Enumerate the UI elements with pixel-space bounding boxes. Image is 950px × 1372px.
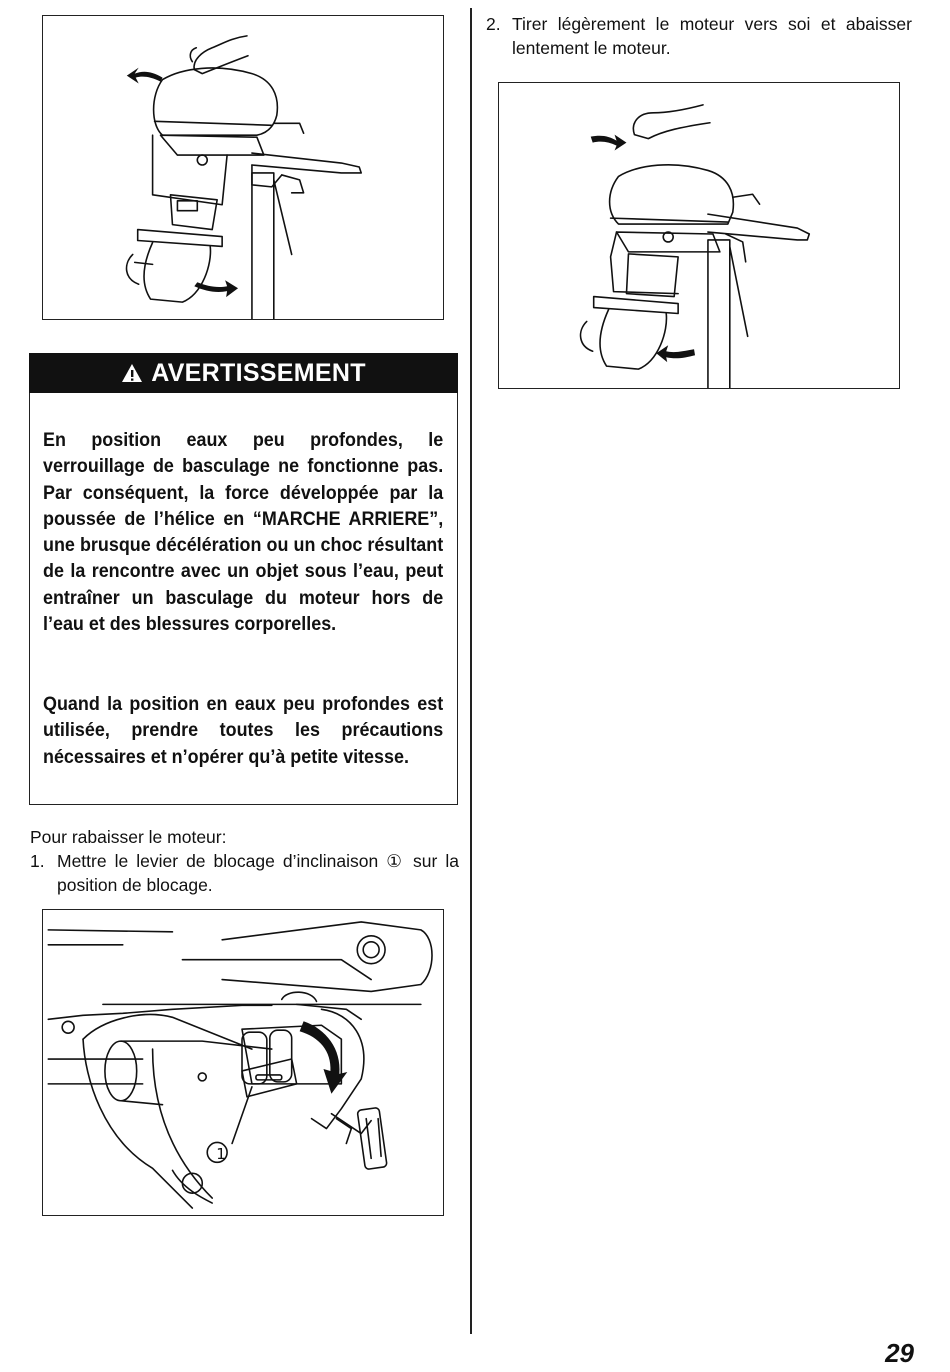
step-1-number: 1. — [30, 851, 45, 871]
warning-paragraph-1: En position eaux peu profondes, le verrouillage de basculage ne fonctionne pas. Par conséquent, la force développée par la poussée de l’hélice en “MARCHE ARRIERE”, une brusque décélération ou un choc résultant de la rencontre avec un objet sous l’eau, peut entraîner un basculage du moteur hors de l’eau et des blessures corporelles. — [43, 429, 444, 636]
warning-header — [29, 353, 458, 393]
figure-engine-lowering — [498, 82, 900, 389]
tilt-lock-lever-illustration — [43, 910, 443, 1215]
step-2-number: 2. — [486, 14, 501, 34]
page-number: 29 — [885, 1338, 914, 1368]
lowering-intro: Pour rabaisser le moteur: — [30, 827, 227, 847]
warning-title: AVERTISSEMENT — [151, 358, 366, 387]
callout-1: 1 — [216, 1145, 226, 1163]
engine-lowering-illustration — [499, 83, 899, 388]
column-divider — [470, 8, 472, 1334]
warning-triangle-icon — [121, 363, 143, 383]
step-2-text: Tirer légèrement le moteur vers soi et abaisser lentement le moteur. — [512, 14, 912, 58]
warning-paragraph-2: Quand la position en eaux peu profondes est utilisée, prendre toutes les précautions nécessaires et n’opérer qu’à petite vitesse. — [43, 693, 444, 768]
figure-engine-tilted-up — [42, 15, 444, 320]
engine-tilt-up-illustration — [43, 16, 443, 319]
step-1-text: Mettre le levier de blocage d’inclinaison ① sur la position de blocage. — [57, 851, 459, 895]
figure-tilt-lock-lever — [42, 909, 444, 1216]
